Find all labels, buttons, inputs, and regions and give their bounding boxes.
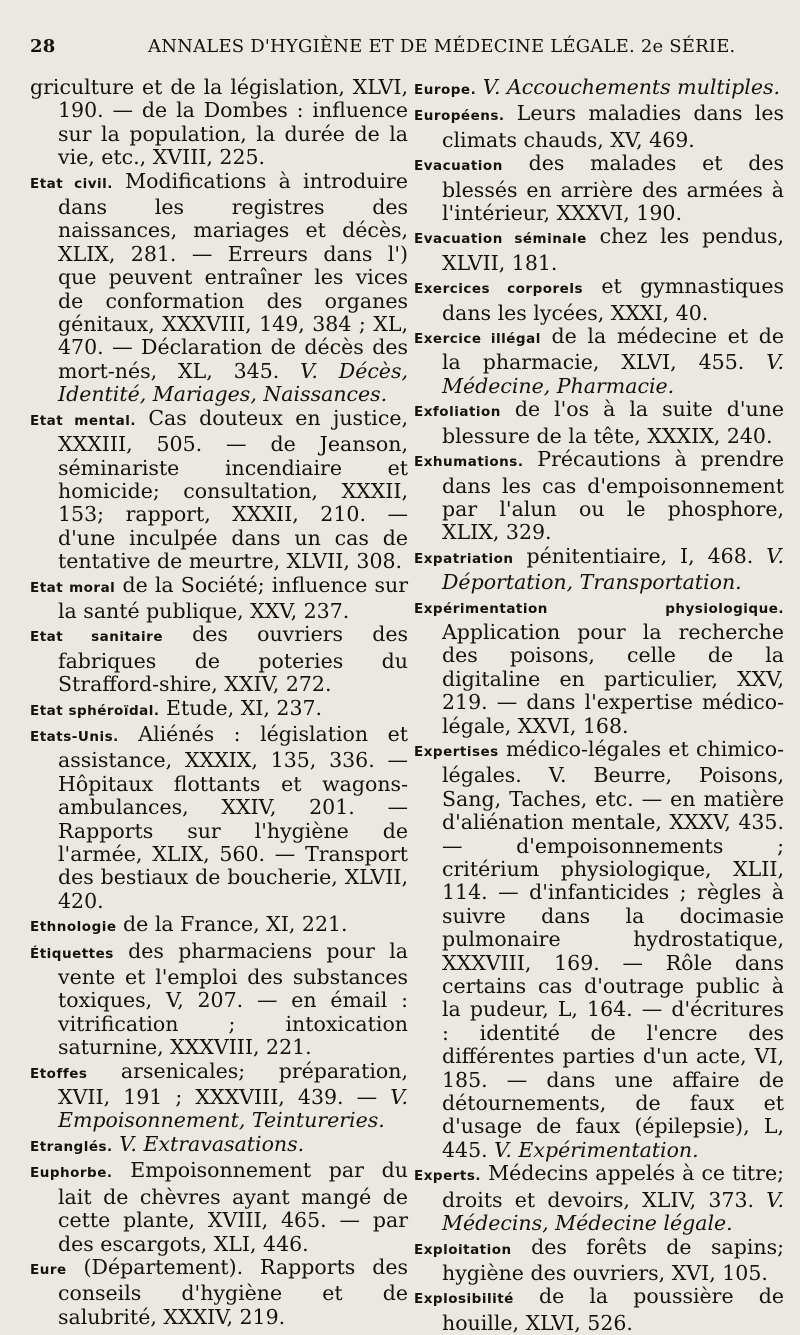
entry-headword: Européens. — [414, 108, 505, 125]
entry-headword: Experts. — [414, 1168, 482, 1185]
entry-headword: Exercice illégal — [414, 331, 541, 348]
entry-headword: Explosibilité — [414, 1291, 514, 1308]
index-entry — [414, 545, 784, 595]
entry-cross-reference: V. Décès, Identité, Mariages, Naissances. — [58, 358, 408, 407]
index-entry — [30, 1159, 408, 1256]
entry-text: des malades et des blessés en arrière des armées à l'intérieur, XXXVI, 190. — [442, 151, 784, 226]
entry-text: griculture et de la législation, XLVI, 190. — de la Dombes : influence sur la population, la durée de la vie, etc., XVIII, 225. — [30, 75, 408, 170]
entry-text: médico-légales et chimico-légales. V. Beurre, Poisons, Sang, Taches, etc. — en matière d'aliénation mentale, XXXV, 435. — d'empoisonnements ; critérium physiologique, XLII, 114. — d'infanticides ; règles à suivre dans la docimasie pulmonaire hydrostatique, XXXVIII, 169. — Rôle dans certains cas d'outrage public à la pudeur, L, 164. — d'écritures : identité de l'encre des différentes parties d'un acte, VI, 185. — dans une affaire de détournements, de faux et d'usage de faux (épilepsie), L, 445. — [442, 736, 784, 1162]
index-entry — [414, 1236, 784, 1286]
entry-text: Application pour la recherche des poisons, celle de la digitaline en particulier, XXV, 219. — dans l'expertise médico-légale, XXVI, 168. — [442, 619, 784, 738]
entry-headword: Europe. — [414, 82, 477, 98]
entry-text: des forêts de sapins; hygiène des ouvriers, XVI, 105. — [442, 1234, 784, 1285]
entry-headword: Etat civil. — [30, 175, 113, 192]
index-entry — [30, 940, 408, 1060]
entry-text: des ouvriers des fabriques de poteries du Strafford-shire, XXIV, 272. — [58, 622, 408, 697]
entry-headword: Expatriation — [414, 550, 514, 567]
entry-headword: Evacuation séminale — [414, 231, 587, 248]
index-entry — [414, 1285, 784, 1335]
entry-headword: Euphorbe. — [30, 1165, 113, 1182]
index-entry — [30, 574, 408, 624]
index-entry — [30, 1256, 408, 1329]
entry-text: Etude, XI, 237. — [159, 695, 323, 720]
entry-headword: Etoffes — [30, 1065, 88, 1082]
index-entry — [414, 398, 784, 448]
entry-text: Leurs maladies dans les climats chauds, XV, 469. — [442, 101, 784, 152]
entry-cross-reference: V. Extravasations. — [119, 1131, 305, 1156]
index-entry — [30, 723, 408, 913]
entry-headword: Etat moral — [30, 579, 116, 596]
entry-headword: Etats-Unis. — [30, 728, 119, 745]
index-entry — [30, 623, 408, 696]
entry-cross-reference: V. Empoisonnement, Teintureries. — [58, 1085, 408, 1133]
entry-text: de la Société; influence sur la santé publique, XXV, 237. — [58, 572, 408, 623]
entry-text: Précautions à prendre dans les cas d'empoisonnement par l'alun ou le phosphore, XLIX, 329. — [442, 447, 784, 545]
entry-text: arsenicales; préparation, XVII, 191 ; XXXVIII, 439. — — [58, 1058, 408, 1110]
entry-headword: Expérimentation physiologique. — [414, 600, 784, 617]
index-entry — [414, 275, 784, 325]
running-title: ANNALES D'HYGIÈNE ET DE MÉDECINE LÉGALE. 2e SÉRIE. — [148, 36, 736, 57]
entry-text: de l'os à la suite d'une blessure de la tête, XXXIX, 240. — [442, 397, 784, 448]
index-entry — [414, 102, 784, 152]
entry-text: Aliénés : législation et assistance, XXXIX, 135, 336. — Hôpitaux flottants et wagons-ambulances, XXIV, 201. — Rapports sur l'hygiène de l'armée, XLIX, 560. — Transport des bestiaux de boucherie, XLVII, 420. — [58, 721, 408, 913]
entry-headword: Etat sanitaire — [30, 629, 163, 646]
entry-cross-reference: V. Médecins, Médecine légale. — [442, 1187, 784, 1236]
entry-headword: Ethnologie — [30, 919, 117, 936]
index-entry — [414, 76, 784, 102]
index-entry — [414, 152, 784, 225]
entry-cross-reference: V. Déportation, Transportation. — [442, 543, 784, 595]
index-entry — [414, 448, 784, 545]
entry-headword: Exfoliation — [414, 404, 501, 421]
right-column — [414, 76, 784, 1335]
index-entry — [414, 738, 784, 1162]
entry-cross-reference: V. Accouchements multiples. — [482, 75, 781, 99]
entry-headword: Eure — [30, 1261, 67, 1278]
index-entry — [30, 407, 408, 574]
index-entry — [30, 1060, 408, 1133]
index-entry — [414, 1162, 784, 1235]
index-entry — [30, 913, 408, 939]
entry-cross-reference: V. Expérimentation. — [494, 1137, 699, 1162]
entry-headword: Etranglés. — [30, 1138, 113, 1155]
entry-headword: Exploitation — [414, 1241, 512, 1258]
index-entry — [30, 76, 408, 170]
entry-headword: Étiquettes — [30, 945, 114, 962]
entry-text: pénitentiaire, I, 468. — [513, 543, 767, 568]
page-number: 28 — [30, 36, 56, 57]
entry-text: de la France, XI, 221. — [116, 912, 348, 937]
running-head — [30, 36, 790, 66]
entry-text: de la médecine et de la pharmacie, XLVI, 455. — [442, 324, 785, 375]
entry-headword: Exercices corporels — [414, 281, 583, 298]
entry-text: Empoisonnement par du lait de chèvres ayant mangé de cette plante, XVIII, 465. — par des escargots, XLI, 446. — [58, 1158, 408, 1256]
index-entry — [414, 325, 784, 398]
entry-cross-reference: V. Médecine, Pharmacie. — [442, 350, 784, 398]
entry-text: Médecins appelés à ce titre; droits et devoirs, XLIV, 373. — [442, 1161, 784, 1212]
entry-text: chez les pendus, XLVII, 181. — [442, 224, 784, 275]
entry-text: Modifications à introduire dans les registres des naissances, mariages et décès, XLIX, 281. — Erreurs dans l') que peuvent entraîner les vices de conformation des organes génitaux, XXXVIII, 149, 384 ; XL, 470. — Déclaration de décès des mort-nés, XL, 345. — [58, 168, 408, 383]
entry-text: de la poussière de houille, XLVI, 526. — [442, 1284, 784, 1335]
entry-text: Cas douteux en justice, XXXIII, 505. — de Jeanson, séminariste incendiaire et homicide; consultation, XXXII, 153; rapport, XXXII, 210. — d'une inculpée dans un cas de tentative de meurtre, XLVII, 308. — [58, 405, 408, 574]
entry-headword: Evacuation — [414, 158, 503, 175]
index-entry — [30, 697, 408, 723]
left-column — [30, 76, 408, 1329]
entry-headword: Expertises — [414, 743, 499, 760]
index-entry — [30, 170, 408, 407]
entry-headword: Exhumations. — [414, 454, 524, 471]
entry-text: (Département). Rapports des conseils d'hygiène et de salubrité, XXXIV, 219. — [58, 1254, 408, 1329]
index-entry — [414, 595, 784, 738]
entry-headword: Etat mental. — [30, 412, 136, 429]
entry-text: et gymnastiques dans les lycées, XXXI, 40. — [442, 274, 785, 325]
entry-text: des pharmaciens pour la vente et l'emploi des substances toxiques, V, 207. — en émail : vitrification ; intoxication saturnine, XXXVIII, 221. — [58, 938, 408, 1060]
entry-headword: Etat sphéroïdal. — [30, 702, 160, 719]
index-entry — [30, 1133, 408, 1159]
index-entry — [414, 225, 784, 275]
